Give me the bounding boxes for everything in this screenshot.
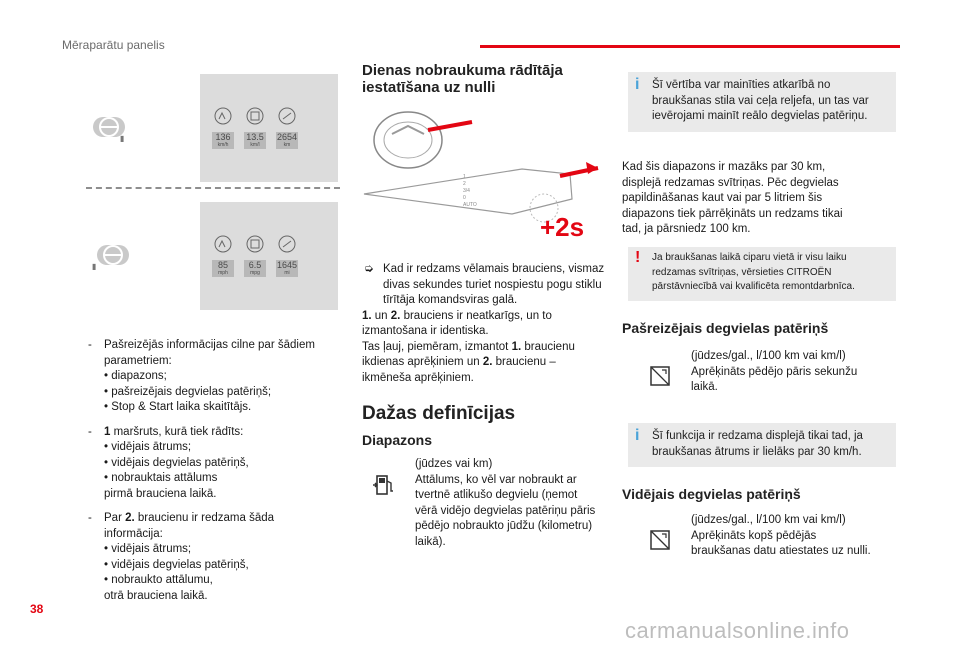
reset-text-line: Tas ļauj, piemēram, izmantot 1. braucienu bbox=[362, 340, 575, 353]
reset-text-line: divas sekundes turiet nospiestu pogu stiklu bbox=[383, 278, 602, 291]
list-dash: - bbox=[88, 339, 92, 351]
reset-title-line1: Dienas nobraukuma rādītāja bbox=[362, 62, 563, 79]
reset-text-line: ikmēneša aprēķiniem. bbox=[362, 371, 474, 384]
consumption-icon bbox=[246, 107, 264, 125]
para-line: diapazons tiek pārrēķināts un redzams tikai bbox=[622, 207, 843, 220]
desc-line: Aprēķināts kopš pēdējās bbox=[691, 529, 817, 542]
desc-line: laikā. bbox=[691, 381, 718, 393]
distance-icon bbox=[278, 107, 296, 125]
list-item: • vidējais degvielas patēriņš, bbox=[104, 456, 249, 469]
gauge-unit: km/h bbox=[217, 142, 229, 148]
gauge-value: 85 bbox=[217, 260, 228, 270]
header-accent-bar bbox=[480, 45, 900, 48]
gauge-speed-top bbox=[212, 132, 234, 149]
stalk-label: 2 bbox=[463, 181, 466, 187]
list-dash: - bbox=[88, 425, 92, 438]
arrow-bullet-icon: ➭ bbox=[364, 263, 374, 275]
item3-intro-cont: informācija: bbox=[104, 527, 163, 540]
gauge-unit: mph bbox=[218, 270, 228, 276]
range-line: vērā vidējo degvielas patēriņu pāris bbox=[415, 504, 596, 517]
gauge-value: 6.5 bbox=[248, 260, 262, 270]
stalk-label: 3/4 bbox=[463, 188, 470, 194]
info-icon: i bbox=[635, 76, 640, 93]
reset-text-line: ikdienas aprēķiniem un 2. braucienu – bbox=[362, 356, 556, 368]
gauge-value: 136 bbox=[215, 132, 231, 142]
stalk-label: 0 bbox=[463, 195, 466, 201]
gauge-unit: mpg bbox=[250, 270, 260, 276]
list-item: • Stop & Start laika skaitītājs. bbox=[104, 401, 252, 413]
distance-icon bbox=[278, 235, 296, 253]
item2-intro: 1 maršruts, kurā tiek rādīts: bbox=[104, 425, 244, 438]
list-dash: - bbox=[88, 512, 92, 524]
plus-two-seconds-badge: +2s bbox=[540, 212, 585, 242]
reset-text-line: Kad ir redzams vēlamais brauciens, vismaz bbox=[383, 263, 605, 275]
range-line: (jūdzes vai km) bbox=[415, 458, 493, 470]
desc-line: (jūdzes/gal., l/100 km vai km/l) bbox=[691, 350, 846, 362]
note-line: Ja braukšanas laikā ciparu vietā ir visu laiku bbox=[652, 252, 847, 263]
dashboard-panel-bottom bbox=[200, 202, 338, 310]
range-description bbox=[415, 457, 615, 550]
average-consumption-description bbox=[691, 513, 901, 560]
dashed-divider bbox=[86, 187, 340, 189]
page-number: 38 bbox=[30, 602, 44, 616]
note-line: braukšanas stila vai ceļa reljefa, un tas var bbox=[652, 94, 869, 107]
list-item: • nobraukto attālumu, bbox=[104, 574, 213, 586]
range-line: pēdējo nobraukto jūdžu (kilometru) bbox=[415, 520, 593, 532]
watermark: carmanualsonline.info bbox=[625, 618, 850, 643]
gauge-unit: km/l bbox=[250, 142, 260, 148]
warning-icon: ! bbox=[635, 249, 641, 266]
gauge-speed-bottom bbox=[212, 260, 234, 277]
consumption-icon bbox=[246, 235, 264, 253]
range-line: laikā). bbox=[415, 535, 446, 548]
note-line: pārstāvniecībā vai kvalificēta remontdarbnīca. bbox=[652, 281, 855, 292]
note-line: braukšanas ātrums ir lielāks par 30 km/h. bbox=[652, 445, 862, 458]
range-line: tvertnē atlikušo degvielu (ņemot bbox=[415, 489, 578, 501]
info-button-icon: ▮ bbox=[92, 262, 97, 271]
current-consumption-heading: Pašreizējais degvielas patēriņš bbox=[622, 320, 829, 336]
para-line: Kad šis diapazons ir mazāks par 30 km, bbox=[622, 161, 826, 173]
info-note-2 bbox=[628, 423, 896, 467]
reset-title-line2: iestatīšana uz nulli bbox=[362, 79, 496, 96]
info-icon: i bbox=[635, 427, 640, 444]
consumption-gauge-icon bbox=[648, 364, 672, 388]
stalk-position-labels bbox=[463, 174, 477, 209]
item2-outro: pirmā brauciena laikā. bbox=[104, 487, 217, 500]
left-text-column bbox=[88, 338, 338, 604]
gauge-value: 2654 bbox=[276, 132, 298, 142]
range-line: Attālums, ko vēl var nobraukt ar bbox=[415, 473, 577, 486]
list-item: • nobrauktais attālums bbox=[104, 472, 218, 484]
gauge-value: 13.5 bbox=[246, 132, 264, 142]
list-item: • vidējais ātrums; bbox=[104, 441, 192, 453]
info-note-1 bbox=[628, 72, 896, 132]
fuel-range-icon bbox=[214, 235, 232, 253]
range-paragraph bbox=[622, 160, 902, 238]
item3-outro: otrā brauciena laikā. bbox=[104, 589, 208, 602]
reset-title-block bbox=[362, 62, 592, 96]
reset-instructions bbox=[362, 262, 622, 386]
definitions-heading: Dažas definīcijas bbox=[362, 403, 516, 424]
current-consumption-description bbox=[691, 349, 891, 396]
para-line: displejā redzamas svītriņas. Pēc degvielas bbox=[622, 176, 839, 189]
note-line: Šī funkcija ir redzama displejā tikai tad, ja bbox=[652, 430, 863, 442]
warning-note bbox=[628, 247, 896, 301]
reset-text-line: tīrītāja komandsviras galā. bbox=[383, 294, 518, 306]
gauge-value: 1645 bbox=[276, 260, 298, 270]
item1-intro: Pašreizējās informācijas cilne par šādiem bbox=[104, 339, 315, 351]
note-line: redzamas svītriņas, vērsieties CITROËN bbox=[652, 266, 832, 278]
reset-text-line: izmantošana ir identiska. bbox=[362, 325, 489, 337]
list-item: • vidējais degvielas patēriņš, bbox=[104, 558, 249, 571]
item1-intro-cont: parametriem: bbox=[104, 354, 172, 367]
stalk-label: AUTO bbox=[463, 202, 477, 208]
section-header-title: Mēraparātu panelis bbox=[62, 38, 165, 52]
average-consumption-heading: Vidējais degvielas patēriņš bbox=[622, 486, 801, 502]
desc-line: Aprēķināts pēdējo pāris sekunžu bbox=[691, 365, 858, 378]
list-item: • pašreizējais degvielas patēriņš; bbox=[104, 385, 272, 398]
range-heading: Diapazons bbox=[362, 432, 433, 448]
para-line: tad, ja pārsniedz 100 km. bbox=[622, 223, 751, 235]
stalk-label: 1 bbox=[463, 174, 466, 180]
para-line: papildināšanas kaut vai par 5 litriem šis bbox=[622, 192, 823, 204]
fuel-range-icon bbox=[214, 107, 232, 125]
desc-line: (jūdzes/gal., l/100 km vai km/l) bbox=[691, 514, 846, 526]
item3-intro: Par 2. braucienu ir redzama šāda bbox=[104, 512, 275, 524]
info-button-icon: ▮ bbox=[120, 134, 125, 143]
gauge-consumption-top bbox=[244, 132, 266, 149]
gauge-unit: km bbox=[283, 142, 291, 148]
reset-text-line: 1. un 2. brauciens ir neatkarīgs, un to bbox=[362, 309, 552, 322]
gauge-distance-top bbox=[276, 132, 298, 149]
note-line: Šī vērtība var mainīties atkarībā no bbox=[652, 79, 831, 91]
desc-line: braukšanas datu atiestates uz nulli. bbox=[691, 545, 871, 557]
gauge-distance-bottom bbox=[276, 260, 298, 277]
dashboard-panel-top bbox=[200, 74, 338, 182]
gauge-consumption-bottom bbox=[244, 260, 266, 277]
list-item: • vidējais ātrums; bbox=[104, 543, 192, 555]
range-fuel-pump-icon bbox=[372, 472, 398, 498]
consumption-gauge-icon bbox=[648, 528, 672, 552]
note-line: ievērojami mainīt reālo degvielas patēriņu. bbox=[652, 110, 868, 122]
gauge-unit: mi bbox=[284, 270, 290, 276]
list-item: • diapazons; bbox=[104, 370, 167, 382]
